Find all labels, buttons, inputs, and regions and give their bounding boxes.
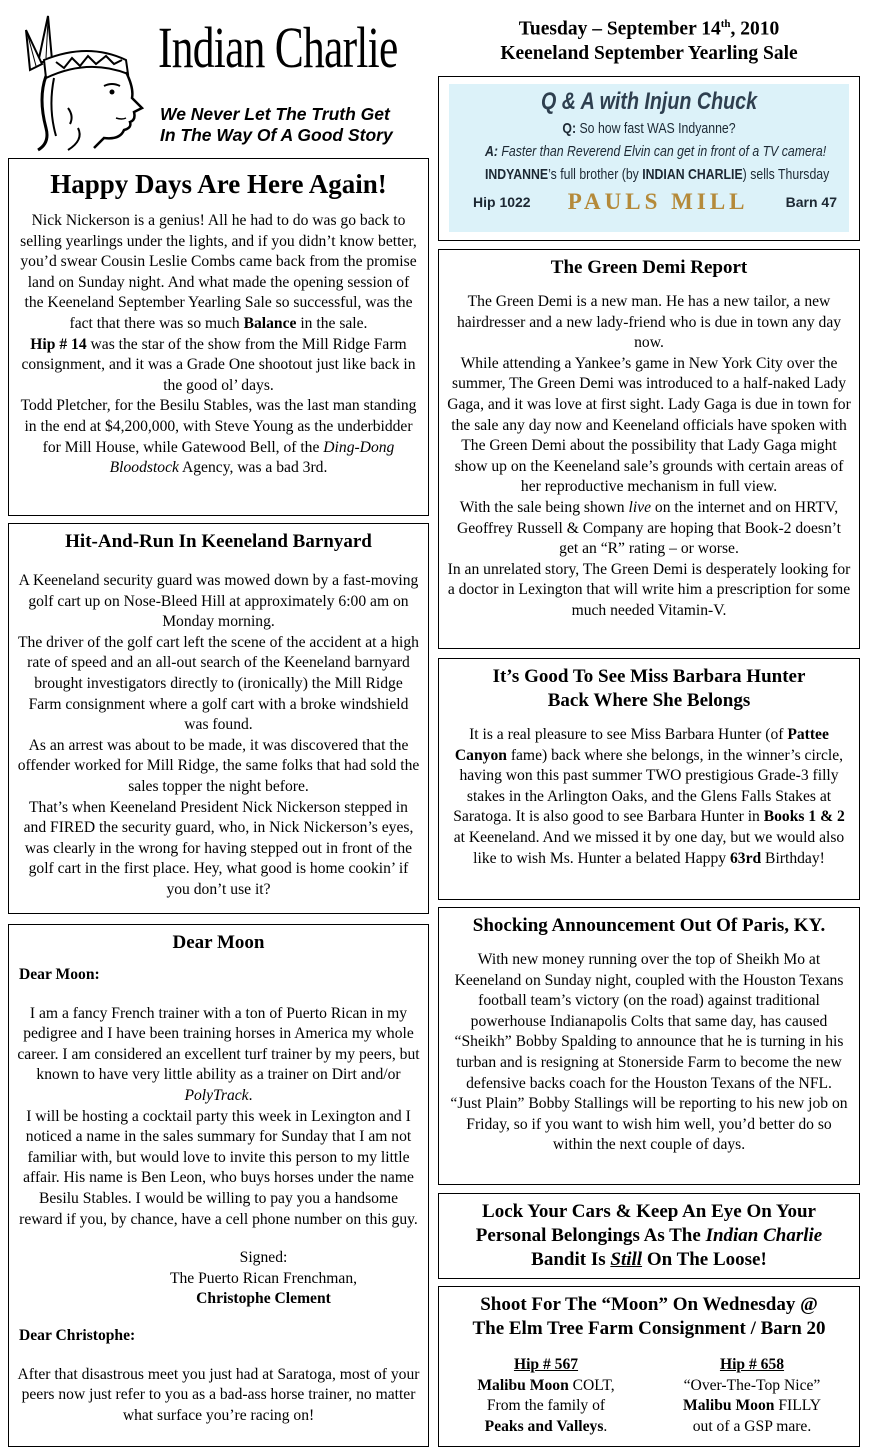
article-title: Dear Moon	[172, 932, 265, 953]
notice-text: Lock Your Cars & Keep An Eye On Your Personal Belongings As The Indian Charlie Bandit Is Still On The Loose!	[475, 1201, 823, 1270]
masthead-slogan	[160, 104, 430, 146]
article-body: The Green Demi is a new man. He has a new tailor, a new hairdresser and a new lady-friend who is due in town any day now. While attending a Yankee’s game in New York City over the summer, The Green Demi was introduced to a half-naked Lady Gaga, and it was love at first sight. Lady Gaga is due in town for the sale any day now and Keeneland officials have spoken with The Green Demi about the possibility that Lady Gaga might show up on the Keeneland sale’s grounds with certain areas of her reproductive mechanism in full view. With the sale being shown live on the internet and on HRTV, Geoffrey Russell & Company are hoping that Book-2 doesn’t get an “R” rating – or worse. In an unrelated story, The Green Demi is desperately looking for a doctor in Lexington that will write him a prescription for some much needed Vitamin-V.	[447, 293, 851, 619]
masthead-title	[158, 15, 428, 82]
qa-title: Q & A with Injun Chuck	[540, 88, 758, 115]
slogan-line-2: In The Way Of A Good Story	[160, 125, 393, 145]
slogan-line-1: We Never Let The Truth Get	[160, 104, 390, 124]
hip-658-listing: Hip # 658 “Over-The-Top Nice” Malibu Moon FILLY out of a GSP mare.	[652, 1355, 852, 1437]
newspaper-title: Indian Charlie	[158, 15, 398, 80]
article-title: Shocking Announcement Out Of Paris, KY.	[472, 915, 826, 936]
hip-number: Hip 1022	[473, 194, 531, 210]
hip-number: Hip # 658	[719, 1356, 785, 1373]
ad-shoot-for-the-moon	[438, 1286, 860, 1447]
qa-panel	[449, 84, 849, 232]
letter-signature: Signed: The Puerto Rican Frenchman, Christophe Clement	[169, 1249, 358, 1308]
qa-sale-row	[449, 189, 849, 215]
indian-head-logo-icon	[8, 8, 156, 152]
hip-567-listing: Hip # 567 Malibu Moon COLT, From the family of Peaks and Valleys.	[446, 1355, 646, 1437]
article-paris-announcement	[438, 907, 860, 1185]
article-body: It is a real pleasure to see Miss Barbara Hunter (of Pattee Canyon fame) back where she belongs, in the winner’s circle, having won this past summer TWO prestigious Grade-3 filly stakes in the Arlington Oaks, and the Glens Falls Stakes at Saratoga. It is also good to see Barbara Hunter in Books 1 & 2 at Keeneland. And we missed it by one day, but we would also like to wish Ms. Hunter a belated Happy 63rd Birthday!	[453, 726, 845, 867]
qa-answer: A: Faster than Reverend Elvin can get in front of a TV camera!	[485, 143, 827, 160]
reply-salutation: Dear Christophe:	[19, 1326, 136, 1344]
masthead-logo	[8, 8, 156, 152]
hip-number: Hip # 567	[513, 1356, 579, 1373]
barn-number: Barn 47	[785, 194, 837, 210]
article-body: A Keeneland security guard was mowed down by a fast-moving golf cart up on Nose-Bleed Hill at approximately 6:00 am on Monday morning. The driver of the golf cart left the scene of the accident at a high rate of speed and an all-out search of the Keeneland barnyard brought investigators directly to (ironically) the Mill Ridge Farm consignment where a golf cart with a broke windshield was found. As an arrest was about to be made, it was discovered that the offender worked for Mill Ridge, the same folks that had sold the sales topper the night before. That’s when Keeneland President Nick Nickerson stepped in and FIRED the security guard, who, in Nick Nickerson’s eyes, was clearly in the wrong for having stepped out in front of the golf cart in the first place. Hey, what good is home cookin’ if you don’t use it?	[17, 572, 420, 898]
article-title: It’s Good To See Miss Barbara Hunter Back Where She Belongs	[492, 666, 806, 711]
letter-body: I am a fancy French trainer with a ton of Puerto Rican in my pedigree and I have been training horses in America my whole career. I am considered an excellent turf trainer by my peers, but known to have very little ability as a trainer on Dirt and/or PolyTrack. I will be hosting a cocktail party this week in Lexington and I noticed a name in the sales summary for Sunday that I am not familiar with, but would love to invite this person to my little affair. His name is Ben Leon, who buys horses under the name Besilu Stables. I would be willing to pay you a handsome reward if you, by chance, have a cell phone number on this guy.	[17, 1004, 420, 1228]
qa-sale-note: INDYANNE’s full brother (by INDIAN CHARLIE) sells Thursday	[485, 166, 830, 183]
article-hit-and-run	[8, 523, 429, 914]
letter-salutation: Dear Moon:	[19, 966, 100, 983]
article-happy-days	[8, 158, 429, 516]
article-body: With new money running over the top of Sheikh Mo at Keeneland on Sunday night, coupled with the Houston Texans football team’s victory (on the road) against traditional powerhouse Indianapolis Colts that same day, has caused “Sheikh” Bobby Spalding to announce that he is turning in his turban and is resigning at Stonerside Farm to become the new defensive backs coach for the Houston Texans of the NFL. “Just Plain” Bobby Stallings will be reporting to his new job on Friday, so if you want to wish him well, you’d better do so within the next couple of days.	[450, 951, 848, 1154]
date-line-1: Tuesday – September 14th, 2010	[518, 18, 780, 40]
notice-lock-cars	[438, 1193, 860, 1279]
reply-body: After that disastrous meet you just had at Saratoga, most of your peers now just refer to you as a bad-ass horse trainer, no matter what surface you’re racing on!	[17, 1365, 420, 1424]
article-title: Hit-And-Run In Keeneland Barnyard	[65, 531, 372, 552]
article-barbara-hunter	[438, 658, 860, 900]
ad-columns	[443, 1355, 855, 1437]
date-line-2: Keeneland September Yearling Sale	[500, 42, 798, 64]
issue-date	[438, 12, 860, 66]
ad-title: Shoot For The “Moon” On Wednesday @ The Elm Tree Farm Consignment / Barn 20	[472, 1294, 826, 1339]
article-title: Happy Days Are Here Again!	[50, 169, 387, 199]
qa-box	[438, 76, 860, 241]
farm-logo: PAULS MILL	[567, 189, 749, 214]
article-green-demi	[438, 249, 860, 649]
qa-question: Q: So how fast WAS Indyanne?	[562, 120, 736, 137]
article-body: Nick Nickerson is a genius! All he had to do was go back to selling yearlings under the lights, and if you didn’t know better, you’d swear Cousin Leslie Combs came back from the promise land on Sunday night. And what made the opening session of the Keeneland September Yearling Sale so successful, was the fact that there was so much Balance in the sale. Hip # 14 was the star of the show from the Mill Ridge Farm consignment, and it was a Grade One shootout just like back in the good ol’ days. Todd Pletcher, for the Besilu Stables, was the last man standing in the end at $4,200,000, with Steve Young as the underbidder for Mill House, while Gatewood Bell, of the Ding-Dong Bloodstock Agency, was a bad 3rd.	[20, 212, 417, 477]
article-dear-moon	[8, 924, 429, 1447]
article-title: The Green Demi Report	[550, 257, 748, 278]
